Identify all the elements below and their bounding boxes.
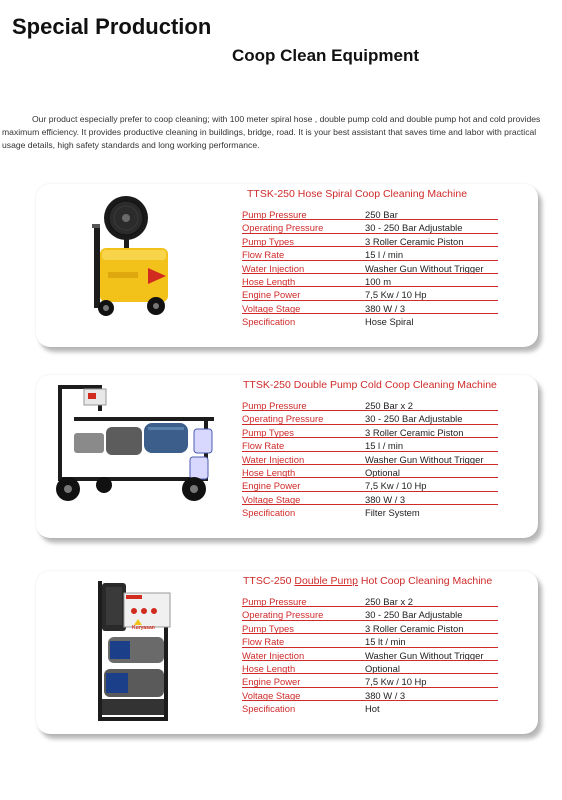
- spec-value: 100 m: [365, 275, 392, 287]
- product-image-hose-spiral: [88, 190, 188, 330]
- spec-row-operating-pressure: [242, 221, 498, 234]
- spec-label: Flow Rate: [242, 249, 285, 261]
- spec-label: Voltage Stage: [242, 689, 301, 701]
- spec-value: Optional: [365, 466, 400, 478]
- page-subtitle: Coop Clean Equipment: [232, 46, 419, 65]
- spec-row-flow-rate: [242, 635, 498, 648]
- spec-row-pump-pressure: [242, 208, 498, 221]
- spec-row-pump-pressure: [242, 595, 498, 608]
- spec-label: Operating Pressure: [242, 222, 324, 234]
- spec-value: Washer Gun Without Trigger: [365, 649, 484, 661]
- spec-value: 30 - 250 Bar Adjustable: [365, 609, 463, 621]
- product-title-prefix: TTSC-250: [243, 575, 295, 587]
- spec-row-specification: [242, 506, 498, 519]
- spec-row-flow-rate: [242, 439, 498, 452]
- spec-label: Engine Power: [242, 289, 301, 301]
- spec-value: 30 - 250 Bar Adjustable: [365, 222, 463, 234]
- spec-value: 15 l / min: [365, 440, 404, 452]
- spec-row-hose-length: [242, 275, 498, 288]
- spec-value: Washer Gun Without Trigger: [365, 262, 484, 274]
- spec-label: Engine Power: [242, 480, 301, 492]
- spec-label: Specification: [242, 316, 296, 328]
- spec-table: [242, 399, 498, 520]
- spec-value: 250 Bar: [365, 209, 398, 220]
- spec-label: Hose Length: [242, 275, 296, 287]
- spec-label: Flow Rate: [242, 636, 285, 648]
- spec-label: Hose Length: [242, 466, 296, 478]
- spec-label: Pump Types: [242, 426, 294, 438]
- spec-label: Flow Rate: [242, 440, 285, 452]
- spec-value: Hose Spiral: [365, 316, 414, 328]
- spec-label: Pump Pressure: [242, 209, 307, 220]
- spec-label: Water Injection: [242, 649, 305, 661]
- spec-value: 3 Roller Ceramic Piston: [365, 235, 464, 247]
- spec-value: 380 W / 3: [365, 493, 406, 505]
- spec-label: Water Injection: [242, 262, 305, 274]
- product-card-double-pump-cold: [36, 375, 538, 538]
- spec-label: Operating Pressure: [242, 609, 324, 621]
- spec-value: Filter System: [365, 507, 420, 519]
- spec-label: Operating Pressure: [242, 413, 324, 425]
- spec-row-voltage-stage: [242, 689, 498, 702]
- spec-row-flow-rate: [242, 248, 498, 261]
- spec-value: 7,5 Kw / 10 Hp: [365, 289, 427, 301]
- page-title: Special Production: [12, 14, 212, 39]
- brand-label: Kuryasan: [132, 625, 155, 631]
- spec-value: Optional: [365, 662, 400, 674]
- spec-value: Washer Gun Without Trigger: [365, 453, 484, 465]
- spec-row-engine-power: [242, 288, 498, 301]
- spec-row-pump-types: [242, 622, 498, 635]
- spec-value: 3 Roller Ceramic Piston: [365, 426, 464, 438]
- spec-row-specification: [242, 702, 498, 715]
- product-title-suffix: Hot Coop Cleaning Machine: [357, 575, 493, 587]
- product-title: [243, 575, 492, 587]
- product-card-double-pump-hot: [36, 571, 538, 734]
- spec-row-hose-length: [242, 662, 498, 675]
- spec-label: Voltage Stage: [242, 302, 301, 314]
- product-card-hose-spiral: [36, 184, 538, 347]
- spec-row-water-injection: [242, 262, 498, 275]
- spec-row-voltage-stage: [242, 302, 498, 315]
- spec-label: Engine Power: [242, 676, 301, 688]
- spec-row-pump-types: [242, 235, 498, 248]
- spec-row-operating-pressure: [242, 608, 498, 621]
- product-title-underlined: Double Pump: [294, 575, 358, 587]
- spec-value: 7,5 Kw / 10 Hp: [365, 676, 427, 688]
- spec-value: 15 lt / min: [365, 636, 406, 648]
- spec-row-engine-power: [242, 479, 498, 492]
- intro-paragraph: Our product especially prefer to coop cleaning; with 100 meter spiral hose , double pump cold and double pump hot and cold provides maximum efficiency. It provides productive cleaning in buildings, bridge, road. It is your best assistant that saves time and labor with practical usage details, high safety standards and long working performance.: [2, 114, 541, 151]
- spec-row-voltage-stage: [242, 493, 498, 506]
- spec-table: [242, 208, 498, 329]
- product-title: TTSK-250 Double Pump Cold Coop Cleaning Machine: [243, 379, 497, 391]
- spec-value: 250 Bar x 2: [365, 400, 413, 411]
- spec-value: 250 Bar x 2: [365, 596, 413, 607]
- spec-label: Water Injection: [242, 453, 305, 465]
- spec-label: Hose Length: [242, 662, 296, 674]
- spec-row-water-injection: [242, 453, 498, 466]
- spec-label: Pump Types: [242, 235, 294, 247]
- spec-row-pump-types: [242, 426, 498, 439]
- spec-row-specification: [242, 315, 498, 328]
- spec-row-engine-power: [242, 675, 498, 688]
- spec-table: [242, 595, 498, 716]
- spec-value: 380 W / 3: [365, 689, 406, 701]
- spec-label: Voltage Stage: [242, 493, 301, 505]
- spec-value: 3 Roller Ceramic Piston: [365, 622, 464, 634]
- product-title: TTSK-250 Hose Spiral Coop Cleaning Machine: [247, 188, 468, 200]
- spec-row-hose-length: [242, 466, 498, 479]
- spec-row-pump-pressure: [242, 399, 498, 412]
- spec-label: Pump Pressure: [242, 596, 307, 607]
- spec-label: Specification: [242, 507, 296, 519]
- spec-row-water-injection: [242, 649, 498, 662]
- product-image-double-pump-hot: [94, 577, 184, 727]
- product-image-double-pump-cold: [44, 377, 224, 507]
- spec-label: Specification: [242, 703, 296, 715]
- spec-value: 380 W / 3: [365, 302, 406, 314]
- spec-label: Pump Pressure: [242, 400, 307, 411]
- spec-value: Hot: [365, 703, 380, 715]
- spec-value: 15 l / min: [365, 249, 404, 261]
- spec-row-operating-pressure: [242, 412, 498, 425]
- spec-value: 7,5 Kw / 10 Hp: [365, 480, 427, 492]
- spec-label: Pump Types: [242, 622, 294, 634]
- spec-value: 30 - 250 Bar Adjustable: [365, 413, 463, 425]
